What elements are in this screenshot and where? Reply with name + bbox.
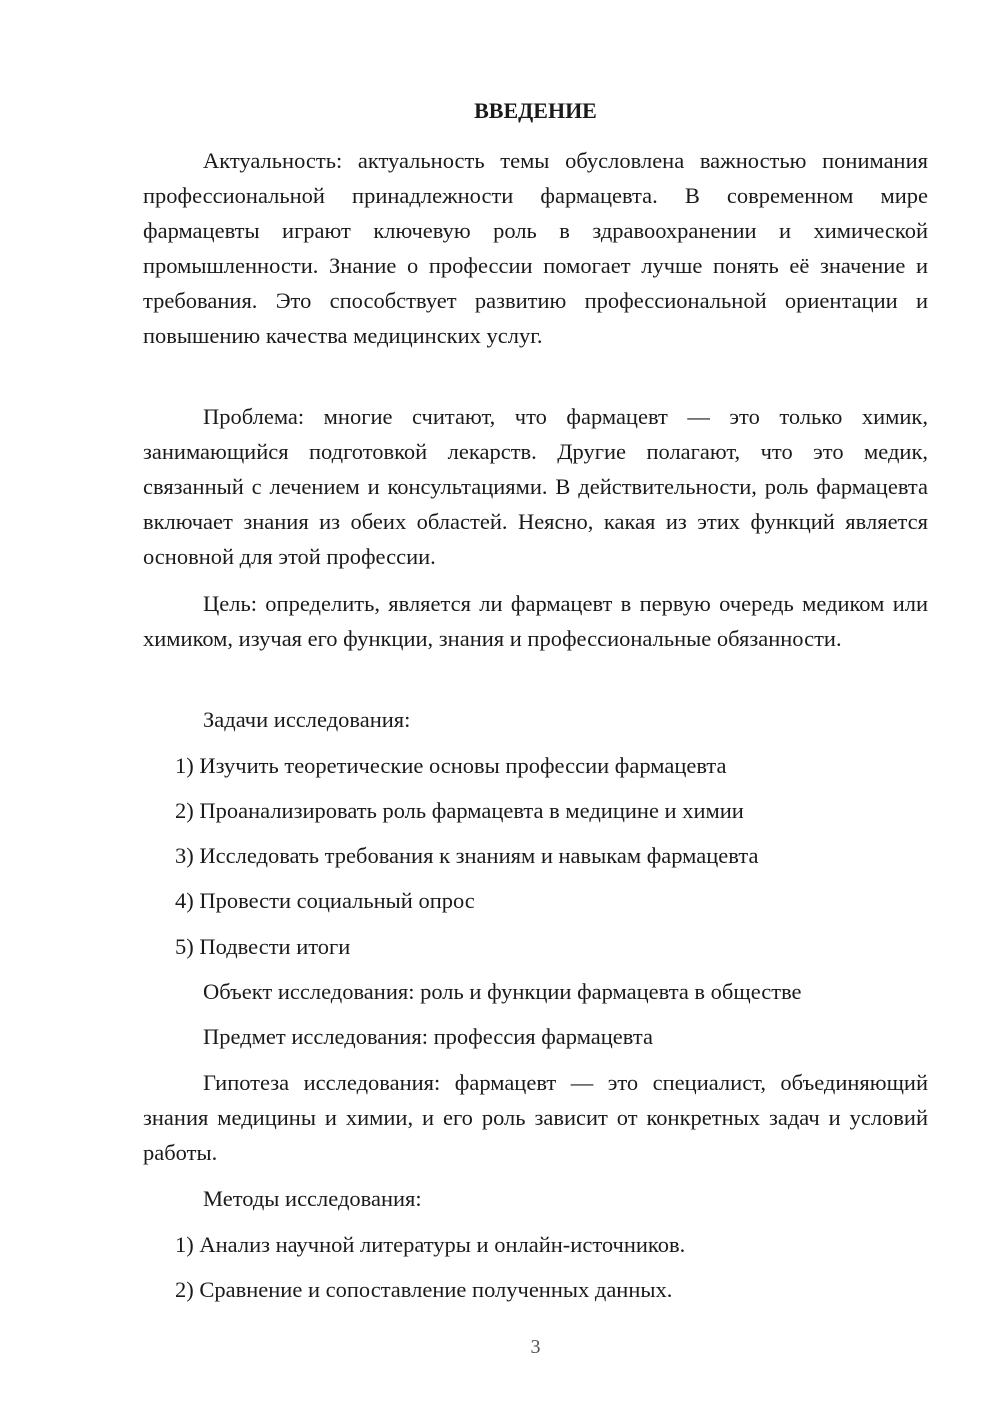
task-item: 2) Проанализировать роль фармацевта в медицине и химии [175, 798, 744, 823]
methods-heading: Методы исследования: [203, 1186, 422, 1211]
task-item: 4) Провести социальный опрос [175, 888, 475, 913]
problem-paragraph: Проблема: многие считают, что фармацевт — это только химик, занимающийся подготовкой лекарств. Другие полагают, что это медик, связанный с лечением и консультациями. В действительности, роль фармацевта включает знания из обеих областей. Неясно, какая из этих функций является основной для этой профессии. [143, 404, 928, 569]
method-item: 2) Сравнение и сопоставление полученных данных. [175, 1277, 673, 1302]
relevance-paragraph: Актуальность: актуальность темы обусловлена важностью понимания профессиональной принадлежности фармацевта. В современном мире фармацевты играют ключевую роль в здравоохранении и химической промышленности. Знание о профессии помогает лучше понять её значение и требования. Это способствует развитию профессиональной ориентации и повышению качества медицинских услуг. [143, 148, 928, 348]
subject-line: Предмет исследования: профессия фармацевта [203, 1024, 653, 1049]
section-title: ВВЕДЕНИЕ [474, 98, 597, 123]
tasks-heading: Задачи исследования: [203, 707, 411, 732]
task-item: 1) Изучить теоретические основы профессии фармацевта [175, 753, 727, 778]
document-page [143, 0, 928, 1414]
method-item: 1) Анализ научной литературы и онлайн-источников. [175, 1232, 686, 1257]
task-item: 5) Подвести итоги [175, 934, 351, 959]
goal-paragraph: Цель: определить, является ли фармацевт в первую очередь медиком или химиком, изучая его функции, знания и профессиональные обязанности. [143, 591, 928, 651]
page-number: 3 [530, 1336, 541, 1358]
task-item: 3) Исследовать требования к знаниям и навыкам фармацевта [175, 843, 759, 868]
object-line: Объект исследования: роль и функции фармацевта в обществе [203, 979, 802, 1004]
hypothesis-paragraph: Гипотеза исследования: фармацевт — это специалист, объединяющий знания медицины и химии, и его роль зависит от конкретных задач и условий работы. [143, 1070, 928, 1165]
